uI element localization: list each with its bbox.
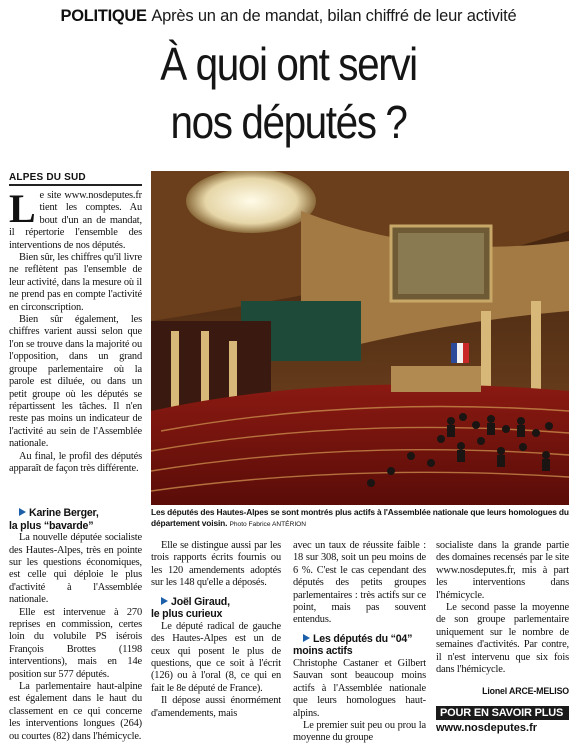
photo-credit: Photo Fabrice ANTÉRION	[229, 520, 307, 528]
rubrique-label: POLITIQUE	[60, 7, 147, 25]
subhead-deputes-04: Les députés du “04” moins actifs	[293, 632, 413, 658]
arrow-icon	[19, 508, 26, 516]
column-2	[151, 540, 281, 720]
surtitre: Après un an de mandat, bilan chiffré de leur activité	[151, 7, 517, 25]
kicker-line	[0, 6, 577, 26]
col3-paragraph-1: avec un taux de réussite faible : 18 sur 308, soit un peu moins de 6 %. C'est le cas cependant des députés des petits groupes parlementaires : très actifs sur ce point, mais pas souvent entendus.	[293, 540, 426, 626]
column-4	[436, 540, 569, 698]
author-signature: Lionel ARCE-MELISO	[482, 686, 569, 697]
headline-line-1: À quoi ont servi	[160, 38, 417, 90]
lead-paragraph-4: Au final, le profil des députés apparaît de façon très différente.	[9, 450, 142, 474]
lead-paragraph-3: Bien sûr également, les chiffres varient aussi selon que l'on se trouve dans la majorité ou l'opposition, dans un grand groupe parlementaire où la parole est diluée, ou dans un petit groupe où les députés se répartissent les tâches. Il n'en reste pas moins un indicateur de l'activité au sein de l'Assemblée nationale.	[9, 314, 142, 450]
col2-paragraph-3: Il dépose aussi énormément d'amendements, mais	[151, 695, 281, 719]
lead-paragraph-2: Bien sûr, les chiffres qu'il livre ne reflètent pas l'ensemble de leur activité, dans la mesure où il ne prend pas en compte l'activité en circonscription.	[9, 252, 142, 313]
col2-paragraph-1: Elle se distingue aussi par les trois rapports écrits fournis ou les 120 amendements adoptés sur les 148 qu'elle a déposés.	[151, 540, 281, 589]
col1-paragraph-1: La nouvelle députée socialiste des Hautes-Alpes, très en pointe sur les questions économiques, est celle qui déploie le plus d'activité à l'Assemblée nationale.	[9, 532, 142, 606]
lead-paragraph-1: Le site www.nosdeputes.fr tient les comptes. Au bout d'un an de mandat, il répertorie l'ensemble des interventions de nos députés.	[9, 186, 142, 251]
col1-paragraph-3: La parlementaire haut-alpine est également dans le haut du classement en ce qui concerne les interventions longues (264) ou courtes (82) dans l'hémicycle.	[9, 681, 142, 742]
col1-paragraph-2: Elle est intervenue à 270 reprises en commission, certes loin du volubile PS isérois François Brottes (1198 interventions), mais en 14e position sur 577 députés.	[9, 606, 142, 680]
hemicycle-illustration	[151, 171, 569, 505]
col4-paragraph-1: socialiste dans la grande partie des domaines recensés par le site www.nosdeputes.fr, mis à part les interventions dans l'hémicycle.	[436, 540, 569, 601]
info-box-link[interactable]: www.nosdeputes.fr	[436, 722, 538, 734]
caption-text: Les députés des Hautes-Alpes se sont montrés plus actifs à l'Assemblée nationale que leurs homologues du département voisin.	[151, 507, 569, 528]
lead-column	[9, 186, 142, 475]
subhead-karine-berger: Karine Berger, la plus “bavarde”	[9, 507, 99, 532]
column-1	[9, 505, 142, 743]
column-3	[293, 540, 426, 745]
col2-paragraph-2: Le député radical de gauche des Hautes-Alpes est un de ceux qui posent le plus de questions, que ce soit à l'écrit (126) ou à l'oral (8, ce qui en fait le 8e député de France).	[151, 620, 281, 694]
info-box-title: POUR EN SAVOIR PLUS	[436, 706, 569, 720]
arrow-icon	[303, 634, 310, 642]
photo-caption	[151, 507, 569, 530]
headline-line-2: nos députés ?	[170, 96, 407, 148]
arrow-icon	[161, 597, 168, 605]
col3-paragraph-2: Christophe Castaner et Gilbert Sauvan sont beaucoup moins actifs à l'Assemblée nationale que leurs homologues haut-alpins.	[293, 658, 426, 719]
dropcap: L	[9, 186, 36, 231]
subhead-joel-giraud: Joël Giraud, le plus curieux	[151, 595, 230, 621]
hemicycle-photo	[151, 171, 569, 505]
col4-paragraph-2: Le second passe la moyenne de son groupe parlementaire uniquement sur le nombre de semaines d'activités. Par contre, il n'est intervenu que six fois dans l'hémicycle.	[436, 602, 569, 676]
col3-paragraph-3: Le premier suit peu ou prou la moyenne du groupe	[293, 720, 426, 744]
section-label: ALPES DU SUD	[9, 172, 86, 183]
